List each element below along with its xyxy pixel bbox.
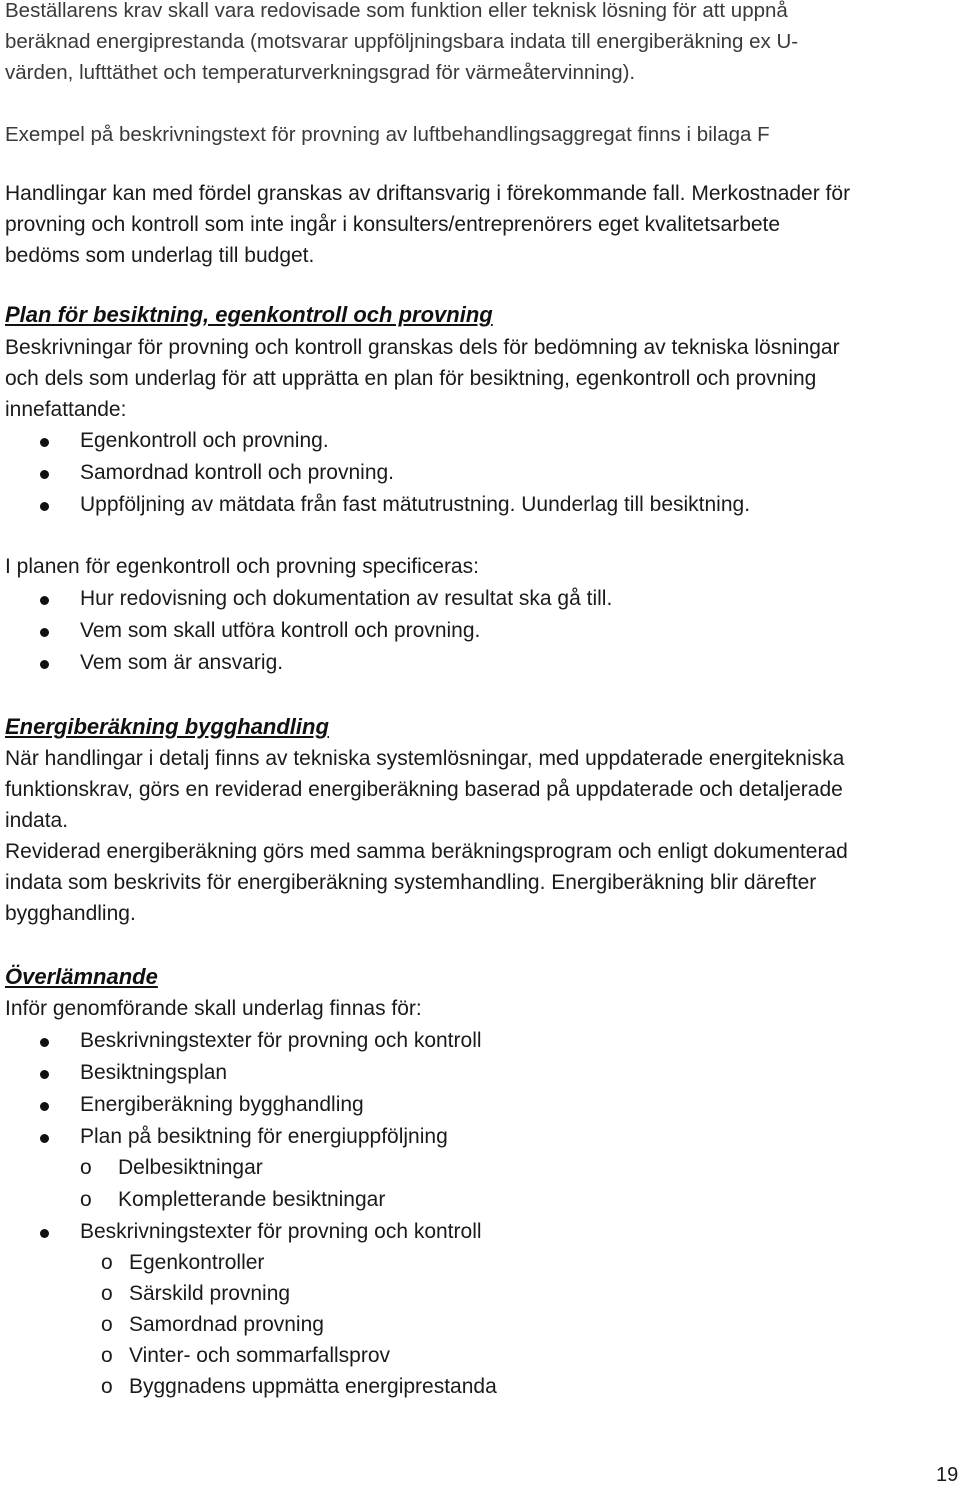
sub-list-item: Kompletterande besiktningar — [118, 1188, 386, 1211]
bullet-icon — [40, 502, 49, 511]
sub-bullet-marker: o — [101, 1251, 113, 1274]
list-item: Vem som skall utföra kontroll och provning. — [80, 619, 481, 642]
list-item: Vem som är ansvarig. — [80, 651, 284, 674]
plan-line: Beskrivningar för provning och kontroll granskas dels för bedömning av tekniska lösningar — [5, 336, 840, 359]
list-item: Energiberäkning bygghandling — [80, 1093, 364, 1116]
list-item: Beskrivningstexter för provning och kontroll — [80, 1029, 482, 1052]
handlingar-line: bedöms som underlag till budget. — [5, 244, 315, 267]
handover-intro: Inför genomförande skall underlag finnas för: — [5, 997, 422, 1020]
energy-line: När handlingar i detalj finns av tekniska systemlösningar, med uppdaterade energitekniska — [5, 747, 845, 770]
section-heading-plan: Plan för besiktning, egenkontroll och provning — [5, 302, 493, 327]
sub-bullet-marker: o — [101, 1344, 113, 1367]
sub-list-item: Vinter- och sommarfallsprov — [129, 1344, 391, 1367]
list-item: Samordnad kontroll och provning. — [80, 461, 395, 484]
bullet-icon — [40, 596, 49, 605]
energy-line: bygghandling. — [5, 902, 136, 925]
plan-line: och dels som underlag för att upprätta en plan för besiktning, egenkontroll och provning — [5, 367, 817, 390]
list-item: Beskrivningstexter för provning och kontroll — [80, 1220, 482, 1243]
handlingar-line: provning och kontroll som inte ingår i konsulters/entreprenörers eget kvalitetsarbete — [5, 213, 781, 236]
bullet-icon — [40, 438, 49, 447]
bullet-icon — [40, 1229, 49, 1238]
list-item: Hur redovisning och dokumentation av resultat ska gå till. — [80, 587, 613, 610]
bullet-icon — [40, 1134, 49, 1143]
sub-list-item: Egenkontroller — [129, 1251, 265, 1274]
list-item: Besiktningsplan — [80, 1061, 228, 1084]
bullet-icon — [40, 1070, 49, 1079]
intro-line: beräknad energiprestanda (motsvarar uppföljningsbara indata till energiberäkning ex U- — [5, 30, 799, 53]
energy-line: Reviderad energiberäkning görs med samma beräkningsprogram och enligt dokumenterad — [5, 840, 848, 863]
page-number: 19 — [936, 1464, 959, 1486]
list-item: Uppföljning av mätdata från fast mätutrustning. Uunderlag till besiktning. — [80, 493, 751, 516]
intro-line: värden, lufttäthet och temperaturverkningsgrad för värmeåtervinning). — [5, 61, 636, 84]
sub-list-item: Byggnadens uppmätta energiprestanda — [129, 1375, 497, 1398]
list-item: Egenkontroll och provning. — [80, 429, 329, 452]
sub-bullet-marker: o — [101, 1313, 113, 1336]
sub-list-item: Delbesiktningar — [118, 1156, 263, 1179]
intro-line: Beställarens krav skall vara redovisade som funktion eller teknisk lösning för att uppnå — [5, 0, 788, 22]
sub-bullet-marker: o — [101, 1282, 113, 1305]
section-heading-handover: Överlämnande — [5, 964, 158, 989]
energy-line: funktionskrav, görs en reviderad energiberäkning baserad på uppdaterade och detaljerade — [5, 778, 843, 801]
sub-list-item: Särskild provning — [129, 1282, 291, 1305]
bullet-icon — [40, 1102, 49, 1111]
example-note: Exempel på beskrivningstext för provning av luftbehandlingsaggregat finns i bilaga F — [5, 123, 770, 146]
bullet-icon — [40, 470, 49, 479]
bullet-icon — [40, 628, 49, 637]
sub-bullet-marker: o — [80, 1188, 92, 1211]
bullet-icon — [40, 660, 49, 669]
handlingar-line: Handlingar kan med fördel granskas av driftansvarig i förekommande fall. Merkostnader för — [5, 182, 851, 205]
sub-bullet-marker: o — [101, 1375, 113, 1398]
section-heading-energy: Energiberäkning bygghandling — [5, 714, 329, 739]
plan-line: innefattande: — [5, 398, 127, 421]
sub-bullet-marker: o — [80, 1156, 92, 1179]
sub-list-item: Samordnad provning — [129, 1313, 324, 1336]
spec-intro: I planen för egenkontroll och provning specificeras: — [5, 555, 479, 578]
energy-line: indata som beskrivits för energiberäkning systemhandling. Energiberäkning blir därefter — [5, 871, 817, 894]
list-item: Plan på besiktning för energiuppföljning — [80, 1125, 448, 1148]
bullet-icon — [40, 1038, 49, 1047]
energy-line: indata. — [5, 809, 69, 832]
